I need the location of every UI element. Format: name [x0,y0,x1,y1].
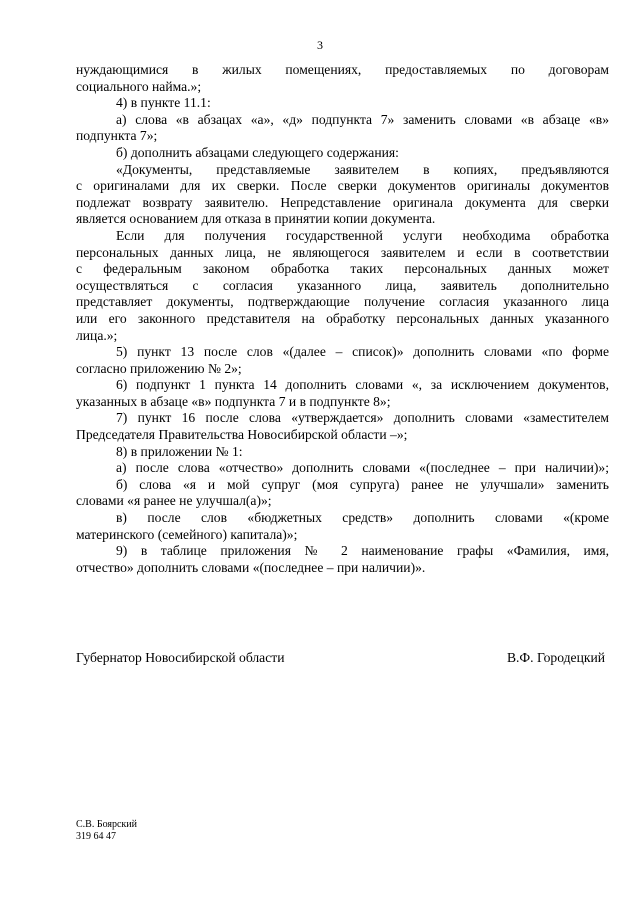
body-line: «Документы, представляемые заявителем в копиях, предъявляются [116,161,609,177]
body-line: или его законного представителя на обработку персональных данных указанного [76,310,609,326]
body-line: 5) пункт 13 после слов «(далее – список)» дополнить словами «по форме [116,344,609,360]
executor-name: С.В. Боярский [76,819,137,830]
body-line: нуждающимися в жилых помещениях, предоставляемых по договорам [76,62,609,77]
body-line: Председателя Правительства Новосибирской области –»; [76,427,408,443]
body-line: с оригиналами для их сверки. После сверки документов оригиналы документов [76,178,609,194]
body-line: 6) подпункт 1 пункта 14 дополнить словами «, за исключением документов, [116,377,609,393]
body-line: лица.»; [76,327,118,343]
body-line: с федеральным законом обработка таких персональных данных может [76,261,609,277]
signatory-position: Губернатор Новосибирской области [76,650,285,665]
body-line: персональных данных лица, не являющегося заявителем и если в соответствии [76,244,609,260]
body-line: представляет документы, подтверждающие получение согласия указанного лица [76,294,609,310]
body-line: 8) в приложении № 1: [116,443,243,459]
body-line: б) слова «я и мой супруг (моя супруга) ранее не улучшали» заменить [116,476,609,492]
body-line: является основанием для отказа в принятии копии документа. [76,211,436,227]
body-line: подлежат возврату заявителю. Непредставление оригинала документа для сверки [76,194,609,210]
body-line: отчество» дополнить словами «(последнее – при наличии)». [76,559,426,575]
body-line: а) после слова «отчество» дополнить словами «(последнее – при наличии)»; [116,460,609,476]
body-line: в) после слов «бюджетных средств» дополнить словами «(кроме [116,510,609,526]
document-body [76,62,609,576]
body-line: согласно приложению № 2»; [76,360,242,376]
body-line: 9) в таблице приложения № 2 наименование графы «Фамилия, имя, [116,543,609,559]
body-line: 7) пункт 16 после слова «утверждается» дополнить словами «заместителем [116,410,609,426]
body-line: указанных в абзаце «в» подпункта 7 и в подпункте 8»; [76,393,391,409]
body-line: Если для получения государственной услуги необходима обработка [116,227,609,243]
body-line: б) дополнить абзацами следующего содержания: [116,144,399,160]
body-line: словами «я ранее не улучшал(а)»; [76,493,272,509]
executor-info [76,819,137,843]
body-line: подпункта 7»; [76,128,158,144]
signatory-name: В.Ф. Городецкий [506,650,605,665]
body-line: 4) в пункте 11.1: [116,95,211,111]
signature-block [76,650,609,668]
body-line: осуществляться с согласия указанного лица, заявитель дополнительно [76,277,609,293]
body-line: социального найма.»; [76,78,202,94]
body-line: материнского (семейного) капитала)»; [76,526,298,542]
page-number: 3 [317,38,323,52]
executor-phone: 319 64 47 [76,831,116,842]
body-line: а) слова «в абзацах «а», «д» подпункта 7» заменить словами «в абзаце «в» [116,111,609,127]
